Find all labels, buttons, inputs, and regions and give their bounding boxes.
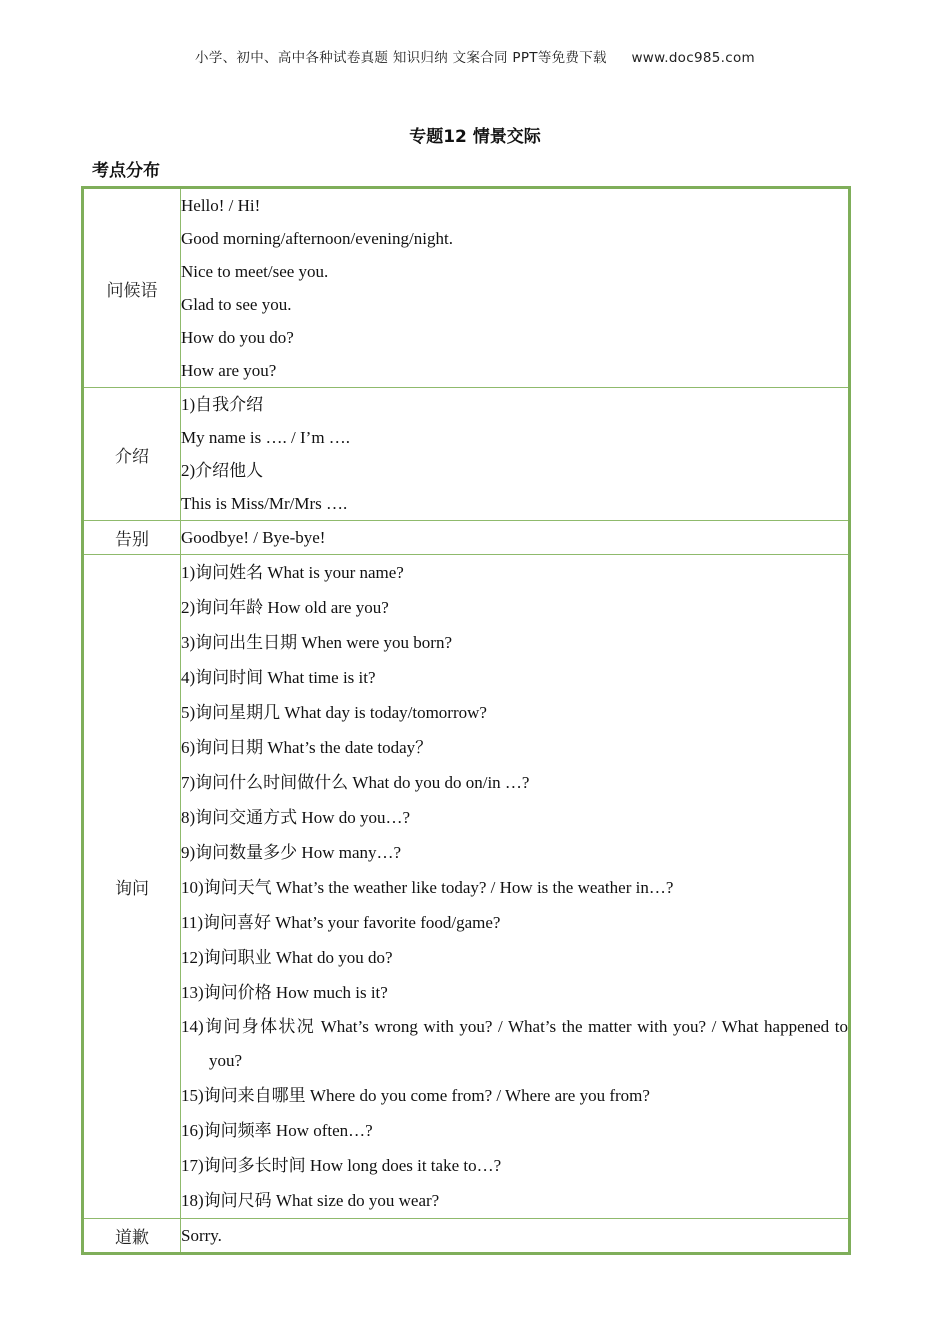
category-cell: 介绍	[83, 388, 181, 521]
category-cell: 询问	[83, 555, 181, 1219]
list-item: 14)询问身体状况 What’s wrong with you? / What’s the matter with you? / What happened to you?	[181, 1017, 848, 1070]
content-cell	[181, 521, 850, 555]
page-title: 专题12 情景交际	[409, 127, 541, 147]
list-item: 18)询问尺码 What size do you wear?	[181, 1191, 440, 1210]
list-item: 1)询问姓名 What is your name?	[181, 563, 404, 582]
list-item: Goodbye! / Bye-bye!	[181, 528, 326, 547]
list-item: Sorry.	[181, 1226, 222, 1245]
list-item: 7)询问什么时间做什么 What do you do on/in …?	[181, 773, 530, 792]
list-item: Hello! / Hi!	[181, 196, 261, 215]
list-item: 17)询问多长时间 How long does it take to…?	[181, 1156, 502, 1175]
header-site-link[interactable]: www.doc985.com	[631, 50, 755, 66]
list-item: 2)介绍他人	[181, 461, 264, 480]
page-header	[0, 46, 950, 66]
list-item: 4)询问时间 What time is it?	[181, 668, 376, 687]
section-heading: 考点分布	[92, 161, 160, 181]
list-item: 13)询问价格 How much is it?	[181, 983, 388, 1002]
content-cell	[181, 388, 850, 521]
list-item: 16)询问频率 How often…?	[181, 1121, 373, 1140]
list-item: 2)询问年龄 How old are you?	[181, 598, 389, 617]
table-row-greetings	[83, 188, 850, 388]
header-text: 小学、初中、高中各种试卷真题 知识归纳 文案合同 PPT等免费下载	[195, 50, 607, 66]
content-cell	[181, 1219, 850, 1254]
list-item: 6)询问日期 What’s the date today？	[181, 738, 433, 757]
list-item: This is Miss/Mr/Mrs ….	[181, 494, 348, 513]
topic-table	[81, 186, 851, 1255]
table-row-inquiry	[83, 555, 850, 1219]
list-item: 8)询问交通方式 How do you…?	[181, 808, 411, 827]
category-cell: 道歉	[83, 1219, 181, 1254]
list-item: 1)自我介绍	[181, 395, 264, 414]
list-item: 11)询问喜好 What’s your favorite food/game?	[181, 913, 501, 932]
list-item: How are you?	[181, 361, 277, 380]
category-cell: 问候语	[83, 188, 181, 388]
category-cell: 告别	[83, 521, 181, 555]
list-item: Glad to see you.	[181, 295, 292, 314]
content-cell	[181, 188, 850, 388]
list-item: 12)询问职业 What do you do?	[181, 948, 393, 967]
table-row-introduction	[83, 388, 850, 521]
list-item: How do you do?	[181, 328, 294, 347]
list-item: 9)询问数量多少 How many…?	[181, 843, 402, 862]
list-item: 15)询问来自哪里 Where do you come from? / Where are you from?	[181, 1086, 650, 1105]
content-cell	[181, 555, 850, 1219]
list-item: 3)询问出生日期 When were you born?	[181, 633, 452, 652]
list-item: 10)询问天气 What’s the weather like today? / How is the weather in…?	[181, 878, 674, 897]
table-row-apology	[83, 1219, 850, 1254]
list-item: Good morning/afternoon/evening/night.	[181, 229, 453, 248]
list-item: 5)询问星期几 What day is today/tomorrow?	[181, 703, 487, 722]
table-row-farewell	[83, 521, 850, 555]
list-item: My name is …. / I’m ….	[181, 428, 351, 447]
list-item: Nice to meet/see you.	[181, 262, 329, 281]
